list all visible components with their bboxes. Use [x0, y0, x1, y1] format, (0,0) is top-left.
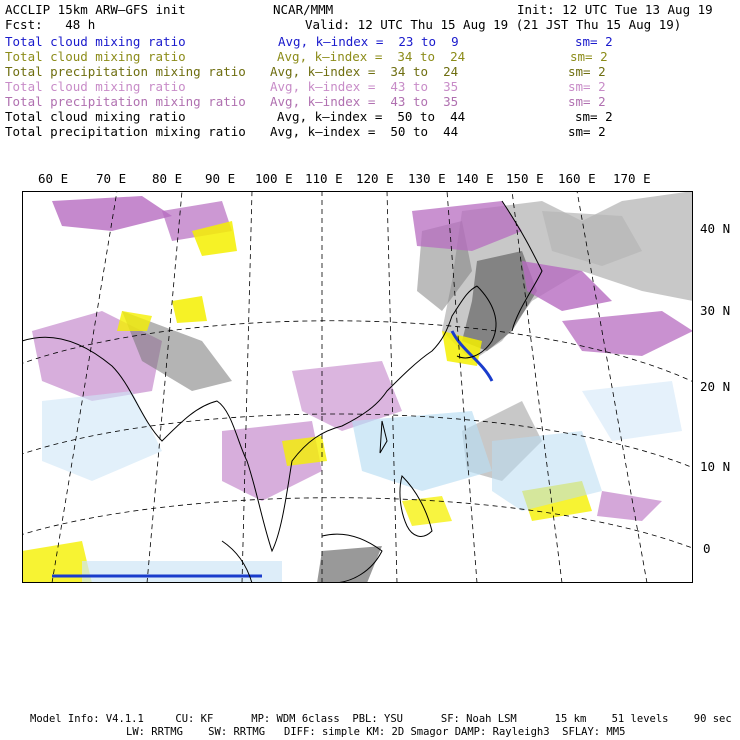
longitude-label: 130 E	[408, 171, 446, 186]
field-average: Avg, k–index = 43 to 35	[270, 79, 459, 94]
longitude-label: 120 E	[356, 171, 394, 186]
longitude-label: 160 E	[558, 171, 596, 186]
longitude-label: 80 E	[152, 171, 183, 186]
field-smoothing: sm= 2	[570, 49, 608, 64]
model-title: ACCLIP 15km ARW–GFS init	[5, 2, 186, 17]
center-label: NCAR/MMM	[273, 2, 334, 17]
longitude-label: 110 E	[305, 171, 343, 186]
model-info-line-2: LW: RRTMG SW: RRTMG DIFF: simple KM: 2D Smagor DAMP: Rayleigh3 SFLAY: MM5	[126, 726, 626, 738]
longitude-label: 100 E	[255, 171, 293, 186]
longitude-label: 170 E	[613, 171, 651, 186]
latitude-label: 40 N	[700, 221, 731, 236]
longitude-label: 140 E	[456, 171, 494, 186]
field-average: Avg, k–index = 50 to 44	[277, 109, 466, 124]
field-smoothing: sm= 2	[575, 109, 613, 124]
field-name: Total precipitation mixing ratio	[5, 124, 246, 139]
valid-time: Valid: 12 UTC Thu 15 Aug 19 (21 JST Thu 15 Aug 19)	[305, 17, 682, 32]
field-name: Total cloud mixing ratio	[5, 49, 186, 64]
latitude-label: 30 N	[700, 303, 731, 318]
forecast-hour: Fcst: 48 h	[5, 17, 96, 32]
field-average: Avg, k–index = 34 to 24	[270, 64, 459, 79]
longitude-label: 60 E	[38, 171, 69, 186]
field-smoothing: sm= 2	[575, 34, 613, 49]
field-name: Total precipitation mixing ratio	[5, 64, 246, 79]
field-name: Total precipitation mixing ratio	[5, 94, 246, 109]
field-name: Total cloud mixing ratio	[5, 34, 186, 49]
field-smoothing: sm= 2	[568, 64, 606, 79]
longitude-label: 150 E	[506, 171, 544, 186]
init-time: Init: 12 UTC Tue 13 Aug 19	[517, 2, 713, 17]
model-info-line-1: Model Info: V4.1.1 CU: KF MP: WDM 6class PBL: YSU SF: Noah LSM 15 km 51 levels 90 sec	[30, 713, 732, 725]
latitude-label: 0	[703, 541, 711, 556]
field-smoothing: sm= 2	[568, 124, 606, 139]
longitude-label: 70 E	[96, 171, 127, 186]
field-smoothing: sm= 2	[568, 79, 606, 94]
latitude-label: 20 N	[700, 379, 731, 394]
field-average: Avg, k–index = 34 to 24	[277, 49, 466, 64]
map-panel	[22, 191, 693, 583]
field-smoothing: sm= 2	[568, 94, 606, 109]
field-name: Total cloud mixing ratio	[5, 79, 186, 94]
field-average: Avg, k–index = 50 to 44	[270, 124, 459, 139]
field-name: Total cloud mixing ratio	[5, 109, 186, 124]
latitude-label: 10 N	[700, 459, 731, 474]
field-average: Avg, k–index = 23 to 9	[278, 34, 459, 49]
longitude-label: 90 E	[205, 171, 236, 186]
field-average: Avg, k–index = 43 to 35	[270, 94, 459, 109]
